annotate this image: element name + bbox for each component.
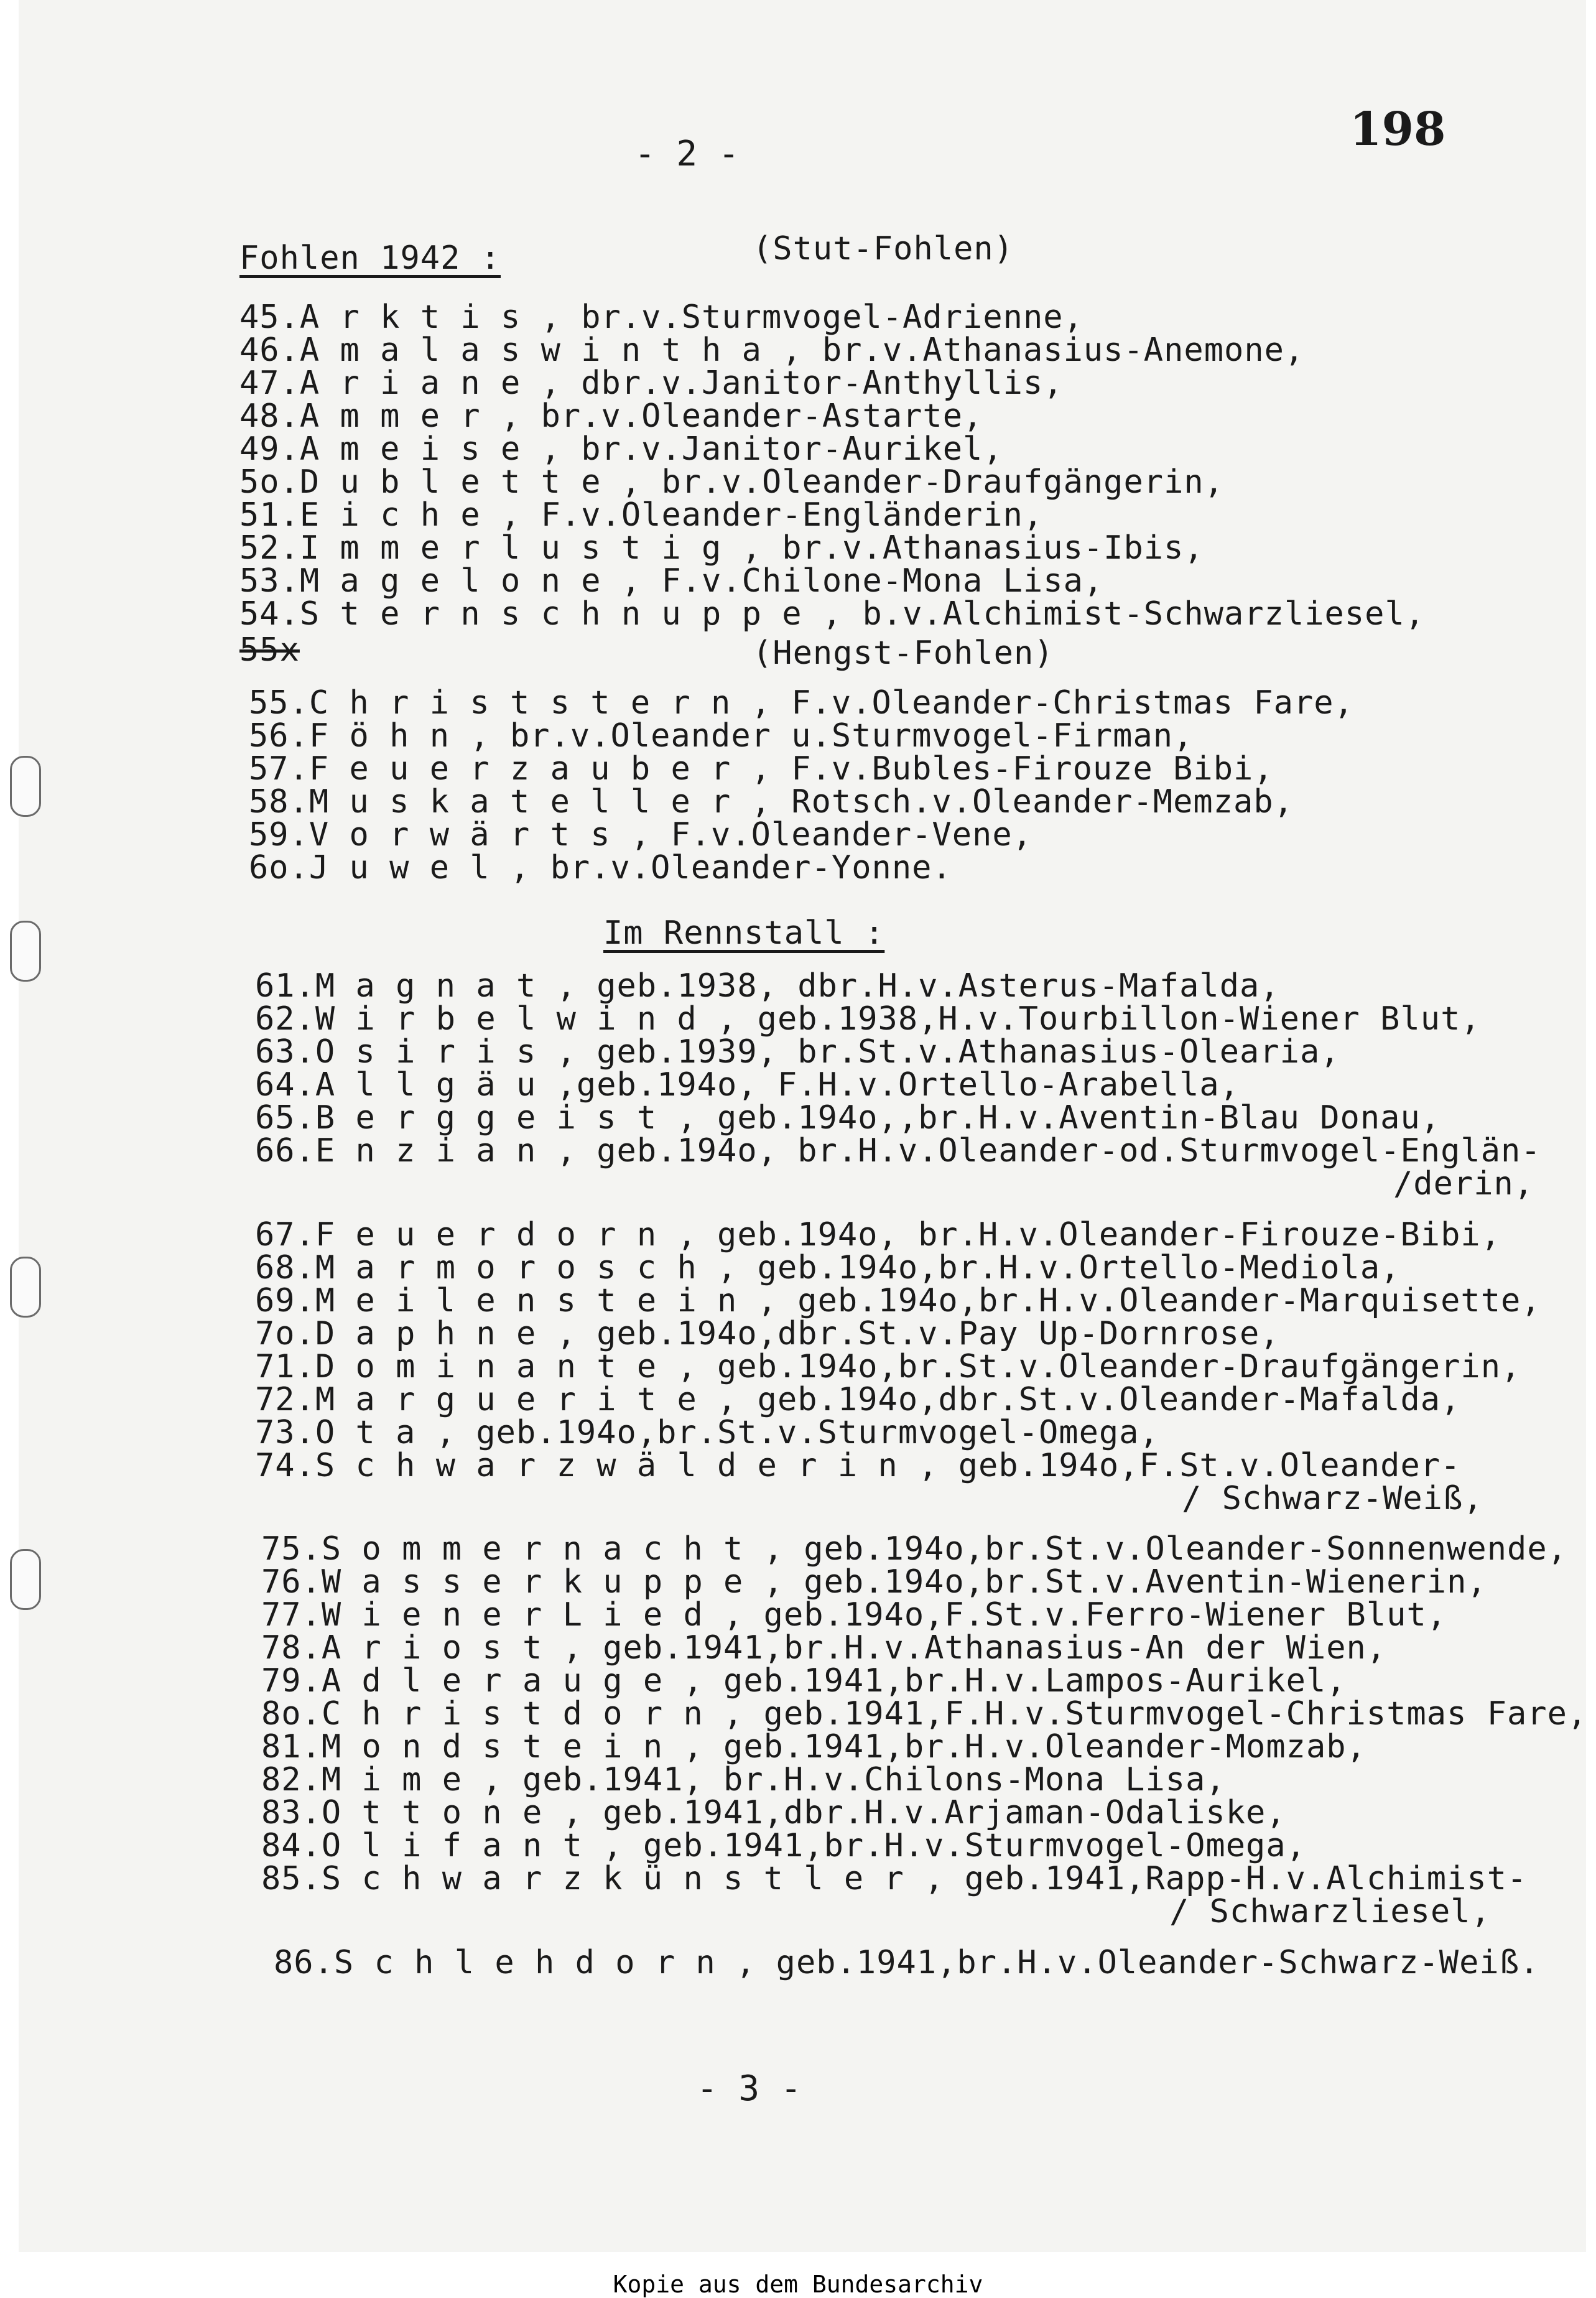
entry-line: 8o.C h r i s t d o r n , geb.1941,F.H.v.Sturmvogel-Christmas Fare, [261,1695,1588,1733]
struck-entry-mark: 55x [239,631,300,669]
entry-line: 63.O s i r i s , geb.1939, br.St.v.Athanasius-Olearia, [255,1033,1340,1071]
entry-line: 79.A d l e r a u g e , geb.1941,br.H.v.Lampos-Aurikel, [261,1662,1347,1700]
entry-line: 66.E n z i a n , geb.194o, br.H.v.Oleander-od.Sturmvogel-Englän- [255,1132,1541,1170]
entry-line: 54.S t e r n s c h n u p p e , b.v.Alchimist-Schwarzliesel, [239,595,1426,633]
entry-continuation: /derin, [1393,1165,1534,1202]
entry-line: 76.W a s s e r k u p p e , geb.194o,br.St.v.Aventin-Wienerin, [261,1563,1487,1601]
archive-page-number: 198 [1350,103,1446,156]
entry-line: 84.O l i f a n t , geb.1941,br.H.v.Sturmvogel-Omega, [261,1827,1306,1864]
entry-line: 6o.J u w e l , br.v.Oleander-Yonne. [249,849,952,886]
page-marker-top: - 2 - [634,134,740,174]
entry-continuation: / Schwarzliesel, [1169,1893,1491,1930]
entry-line: 47.A r i a n e , dbr.v.Janitor-Anthyllis, [239,365,1064,402]
entry-line: 81.M o n d s t e i n , geb.1941,br.H.v.Oleander-Momzab, [261,1728,1366,1765]
entry-line: 71.D o m i n a n t e , geb.194o,br.St.v.Oleander-Draufgängerin, [255,1348,1521,1385]
entry-line: 49.A m e i s e , br.v.Janitor-Aurikel, [239,430,1003,468]
entry-line: 5o.D u b l e t t e , br.v.Oleander-Draufgängerin, [239,463,1225,501]
entry-line: 64.A l l g ä u ,geb.194o, F.H.v.Ortello-Arabella, [255,1066,1240,1104]
archive-copy-stamp: Kopie aus dem Bundesarchiv [613,2271,983,2298]
entry-line: 45.A r k t i s , br.v.Sturmvogel-Adrienne, [239,299,1083,336]
entry-line: 72.M a r g u e r i t e , geb.194o,dbr.St.v.Oleander-Mafalda, [255,1381,1461,1418]
entry-line: 83.O t t o n e , geb.1941,dbr.H.v.Arjaman-Odaliske, [261,1794,1286,1831]
entry-continuation: / Schwarz-Weiß, [1182,1480,1483,1517]
entry-line: 46.A m a l a s w i n t h a , br.v.Athanasius-Anemone, [239,332,1305,369]
entry-line: 58.M u s k a t e l l e r , Rotsch.v.Oleander-Memzab, [249,783,1294,821]
entry-line: 77.W i e n e r L i e d , geb.194o,F.St.v.Ferro-Wiener Blut, [261,1596,1447,1634]
entry-line: 53.M a g e l o n e , F.v.Chilone-Mona Lisa, [239,562,1104,600]
entry-line: 86.S c h l e h d o r n , geb.1941,br.H.v.Oleander-Schwarz-Weiß. [274,1944,1540,1981]
entry-line: 48.A m m e r , br.v.Oleander-Astarte, [239,398,983,435]
entry-line: 56.F ö h n , br.v.Oleander u.Sturmvogel-Firman, [249,717,1194,755]
entry-line: 73.O t a , geb.194o,br.St.v.Sturmvogel-Omega, [255,1414,1159,1451]
section-title-fohlen-1942: Fohlen 1942 : [239,240,501,277]
entry-line: 65.B e r g g e i s t , geb.194o,,br.H.v.Aventin-Blau Donau, [255,1099,1441,1137]
page-marker-bottom: - 3 - [697,2068,802,2109]
punch-hole [10,921,41,982]
punch-hole [10,1549,41,1610]
entry-line: 57.F e u e r z a u b e r , F.v.Bubles-Firouze Bibi, [249,750,1274,788]
section-title-stut-fohlen: (Stut-Fohlen) [753,230,1014,267]
entry-line: 61.M a g n a t , geb.1938, dbr.H.v.Asterus-Mafalda, [255,967,1280,1005]
entry-line: 85.S c h w a r z k ü n s t l e r , geb.1941,Rapp-H.v.Alchimist- [261,1860,1528,1897]
entry-line: 55.C h r i s t s t e r n , F.v.Oleander-Christmas Fare, [249,684,1354,722]
entry-line: 7o.D a p h n e , geb.194o,dbr.St.v.Pay Up-Dornrose, [255,1315,1280,1352]
section-title-hengst-fohlen: (Hengst-Fohlen) [753,635,1054,672]
entry-line: 59.V o r w ä r t s , F.v.Oleander-Vene, [249,816,1032,854]
entry-line: 67.F e u e r d o r n , geb.194o, br.H.v.Oleander-Firouze-Bibi, [255,1216,1501,1254]
punch-hole [10,1257,41,1318]
section-title-im-rennstall: Im Rennstall : [603,914,885,952]
entry-line: 51.E i c h e , F.v.Oleander-Engländerin, [239,496,1044,534]
entry-line: 78.A r i o s t , geb.1941,br.H.v.Athanasius-An der Wien, [261,1629,1387,1667]
entry-line: 52.I m m e r l u s t i g , br.v.Athanasius-Ibis, [239,529,1204,567]
entry-line: 62.W i r b e l w i n d , geb.1938,H.v.Tourbillon-Wiener Blut, [255,1000,1481,1038]
entry-line: 69.M e i l e n s t e i n , geb.194o,br.H.v.Oleander-Marquisette, [255,1282,1541,1319]
entry-line: 75.S o m m e r n a c h t , geb.194o,br.St.v.Oleander-Sonnenwende, [261,1530,1567,1568]
entry-line: 74.S c h w a r z w ä l d e r i n , geb.194o,F.St.v.Oleander- [255,1447,1461,1484]
entry-line: 82.M i m e , geb.1941, br.H.v.Chilons-Mona Lisa, [261,1761,1226,1798]
punch-hole [10,756,41,817]
entry-line: 68.M a r m o r o s c h , geb.194o,br.H.v.Ortello-Mediola, [255,1249,1401,1286]
